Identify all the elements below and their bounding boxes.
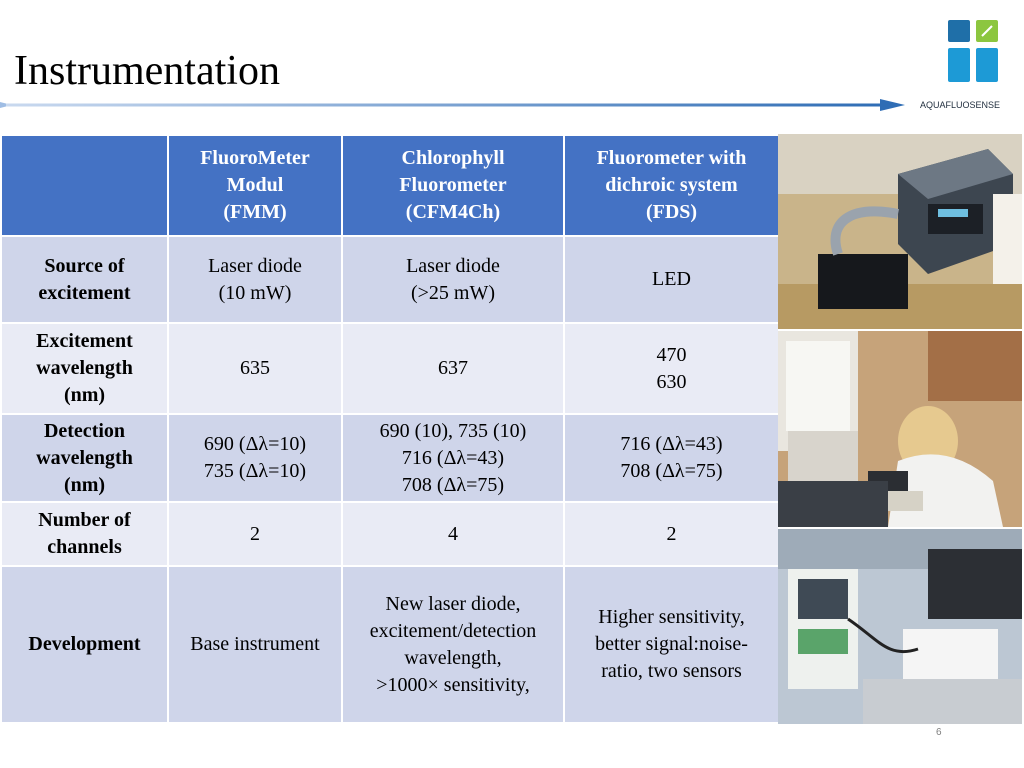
table-cell: 637 <box>342 323 564 414</box>
row-label: Detection wavelength (nm) <box>1 414 168 502</box>
row-label: Number of channels <box>1 502 168 566</box>
table-row <box>1 566 779 723</box>
photo-researcher <box>778 331 1022 527</box>
table-row <box>1 323 779 414</box>
table-cell: 470 630 <box>564 323 779 414</box>
table-row <box>1 502 779 566</box>
aquafluosense-logo-icon <box>946 18 1000 84</box>
table-cell: Laser diode (10 mW) <box>168 236 342 323</box>
header-cell-cfm4ch: Chlorophyll Fluorometer (CFM4Ch) <box>342 135 564 236</box>
row-label: Development <box>1 566 168 723</box>
row-label: Source of excitement <box>1 236 168 323</box>
header-cell-fmm: FluoroMeter Modul (FMM) <box>168 135 342 236</box>
table-cell: 2 <box>168 502 342 566</box>
photo-fluorometer-device <box>778 134 1022 329</box>
instrument-comparison-table <box>0 134 780 724</box>
table-header-row <box>1 135 779 236</box>
table-cell: 2 <box>564 502 779 566</box>
header-cell-fds: Fluorometer with dichroic system (FDS) <box>564 135 779 236</box>
slide-title: Instrumentation <box>14 48 280 94</box>
photo-lab-setup <box>778 529 1022 724</box>
table-row <box>1 414 779 502</box>
table-cell: New laser diode, excitement/detection wavelength, >1000× sensitivity, <box>342 566 564 723</box>
table-cell: 716 (Δλ=43) 708 (Δλ=75) <box>564 414 779 502</box>
header-divider-arrow <box>0 99 905 111</box>
table-cell: Higher sensitivity, better signal:noise- ratio, two sensors <box>564 566 779 723</box>
table-cell: 4 <box>342 502 564 566</box>
table-row <box>1 236 779 323</box>
instrument-photos <box>778 134 1024 724</box>
brand-label: AQUAFLUOSENSE <box>920 100 1001 110</box>
row-label: Excitement wavelength (nm) <box>1 323 168 414</box>
header-cell-empty <box>1 135 168 236</box>
table-cell: 690 (Δλ=10) 735 (Δλ=10) <box>168 414 342 502</box>
table-cell: 635 <box>168 323 342 414</box>
page-number: 6 <box>936 727 942 738</box>
table-cell: Laser diode (>25 mW) <box>342 236 564 323</box>
table-cell: 690 (10), 735 (10) 716 (Δλ=43) 708 (Δλ=75) <box>342 414 564 502</box>
table-cell: Base instrument <box>168 566 342 723</box>
table-cell: LED <box>564 236 779 323</box>
